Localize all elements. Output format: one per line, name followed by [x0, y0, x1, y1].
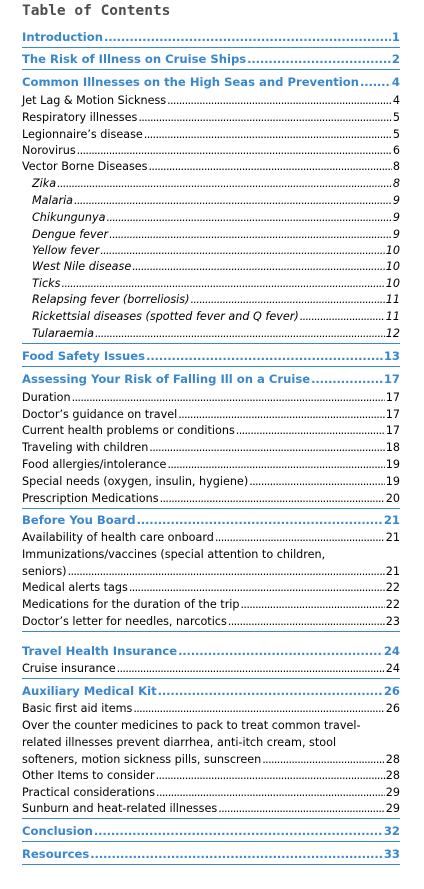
toc-entry-text-line: Immunizations/vaccines (special attention to children, [22, 548, 326, 561]
toc-entry-page-number: 4 [391, 75, 400, 89]
toc-entry-title: Doctor’s guidance on travel [22, 408, 178, 421]
toc-entry-food-allergies-intolerance[interactable] [22, 456, 400, 473]
toc-entry-title: Malaria [32, 194, 74, 207]
toc-entry-page-number: 18 [385, 441, 400, 454]
toc-entry-page-number: 22 [385, 598, 400, 611]
toc-entry-page-number: 13 [383, 349, 400, 363]
toc-entry-title: Legionnaire’s disease [22, 128, 143, 141]
toc-entry-page-number: 32 [383, 824, 400, 838]
toc-entry-page-number: 12 [385, 327, 400, 340]
toc-entry-title: Respiratory illnesses [22, 111, 138, 124]
toc-entry-assessing-your-risk-of-falling-ill-on-a-cruise[interactable] [22, 371, 400, 388]
toc-entry-page-number: 9 [392, 211, 400, 224]
toc-entry-vector-borne-diseases[interactable] [22, 158, 400, 175]
toc-entry-zika[interactable] [32, 175, 400, 192]
toc-entry-page-number: 2 [391, 52, 400, 66]
toc-entry-page-number: 29 [385, 786, 400, 799]
dot-leader [190, 291, 384, 308]
dot-leader [178, 643, 383, 660]
toc-entry-auxiliary-medical-kit[interactable] [22, 683, 400, 700]
section-divider [22, 343, 400, 344]
toc-entry-legionnaire-s-disease[interactable] [22, 126, 400, 143]
toc-entry-tularaemia[interactable] [32, 325, 400, 342]
toc-entry-traveling-with-children[interactable] [22, 439, 400, 456]
section-divider [22, 864, 400, 865]
toc-entry-page-number: 9 [392, 194, 400, 207]
dot-leader [138, 109, 392, 126]
toc-entry-title: Prescription Medications [22, 492, 159, 505]
toc-entry-title: Jet Lag & Motion Sickness [22, 94, 167, 107]
toc-entry-seniors[interactable] [22, 546, 400, 580]
dot-leader [156, 784, 385, 801]
toc-entry-page-number: 17 [383, 372, 400, 386]
dot-leader [167, 456, 384, 473]
toc-entry-introduction[interactable] [22, 29, 400, 46]
toc-entry-practical-considerations[interactable] [22, 784, 400, 801]
dot-leader [106, 209, 391, 226]
section-divider [22, 508, 400, 509]
toc-entry-page-number: 17 [385, 424, 400, 437]
dot-leader [156, 767, 385, 784]
toc-entry-title: Doctor’s letter for needles, narcotics [22, 615, 227, 628]
toc-entry-title: Assessing Your Risk of Falling Ill on a Cruise [22, 372, 311, 386]
dot-leader [132, 258, 385, 275]
toc-entry-page-number: 26 [383, 684, 400, 698]
toc-entry-title: Other Items to consider [22, 769, 155, 782]
dot-leader [247, 51, 391, 68]
toc-entry-page-number: 21 [385, 565, 400, 578]
toc-entry-page-number: 10 [385, 277, 400, 290]
page-title: Table of Contents [22, 3, 171, 19]
toc-entry-page-number: 17 [385, 391, 400, 404]
section-divider [22, 366, 400, 367]
toc-entry-current-health-problems-or-conditions[interactable] [22, 422, 400, 439]
toc-entry-malaria[interactable] [32, 192, 400, 209]
dot-leader [77, 142, 392, 159]
toc-entry-softeners-motion-sickness-pills-sunscreen[interactable] [22, 717, 400, 768]
toc-entry-page-number: 19 [385, 458, 400, 471]
dot-leader [241, 596, 385, 613]
toc-entry-the-risk-of-illness-on-cruise-ships[interactable] [22, 51, 400, 68]
toc-entry-page-number: 4 [392, 94, 400, 107]
dot-leader [74, 192, 392, 209]
dot-leader [228, 613, 385, 630]
dot-leader [160, 490, 385, 507]
toc-entry-resources[interactable] [22, 846, 400, 863]
toc-entry-food-safety-issues[interactable] [22, 348, 400, 365]
dot-leader [133, 700, 384, 717]
dot-leader [178, 406, 384, 423]
toc-entry-title: Medical alerts tags [22, 581, 128, 594]
dot-leader [104, 29, 391, 46]
toc-entry-title: Yellow fever [32, 244, 100, 257]
dot-leader [144, 126, 392, 143]
toc-entry-title: Food Safety Issues [22, 349, 146, 363]
toc-entry-sunburn-and-heat-related-illnesses[interactable] [22, 800, 400, 817]
toc-entry-page-number: 24 [385, 662, 400, 675]
toc-entry-rickettsial-diseases-spotted-fever-and-q-fever[interactable] [32, 308, 400, 325]
toc-entry-page-number: 10 [385, 260, 400, 273]
toc-entry-relapsing-fever-borreliosis[interactable] [32, 291, 400, 308]
dot-leader [68, 563, 385, 580]
toc-entry-west-nile-disease[interactable] [32, 258, 400, 275]
toc-entry-page-number: 24 [383, 644, 400, 658]
dot-leader [149, 158, 392, 175]
toc-entry-basic-first-aid-items[interactable] [22, 700, 400, 717]
dot-leader [146, 348, 383, 365]
toc-entry-before-you-board[interactable] [22, 512, 400, 529]
toc-entry-medical-alerts-tags[interactable] [22, 579, 400, 596]
toc-entry-page-number: 29 [385, 802, 400, 815]
toc-entry-page-number: 1 [391, 30, 400, 44]
toc-entry-title: Dengue fever [32, 228, 109, 241]
toc-entry-page-number: 22 [385, 581, 400, 594]
toc-entry-title: Special needs (oxygen, insulin, hygiene) [22, 475, 249, 488]
dot-leader [158, 683, 383, 700]
toc-entry-page-number: 5 [392, 111, 400, 124]
toc-entry-title: Duration [22, 391, 71, 404]
dot-leader [109, 226, 392, 243]
toc-entry-title: Before You Board [22, 513, 136, 527]
dot-leader [137, 512, 383, 529]
dot-leader [215, 529, 385, 546]
toc-entry-availability-of-health-care-onboard[interactable] [22, 529, 400, 546]
toc-entry-title: Common Illnesses on the High Seas and Prevention [22, 75, 359, 89]
dot-leader [90, 846, 383, 863]
toc-entry-title: Sunburn and heat-related illnesses [22, 802, 218, 815]
section-divider [22, 818, 400, 819]
toc-entry-page-number: 28 [385, 753, 400, 766]
toc-entry-page-number: 8 [392, 177, 400, 190]
section-divider [22, 47, 400, 48]
toc-entry-special-needs-oxygen-insulin-hygiene[interactable] [22, 473, 400, 490]
toc-entry-respiratory-illnesses[interactable] [22, 109, 400, 126]
section-divider [22, 631, 400, 632]
dot-leader [360, 74, 391, 91]
dot-leader [72, 389, 385, 406]
toc-entry-yellow-fever[interactable] [32, 242, 400, 259]
toc-entry-page-number: 19 [385, 475, 400, 488]
toc-entry-page-number: 23 [385, 615, 400, 628]
toc-entry-title: Traveling with children [22, 441, 149, 454]
toc-entry-page-number: 20 [385, 492, 400, 505]
toc-entry-page-number: 5 [392, 128, 400, 141]
toc-entry-title: softeners, motion sickness pills, sunscreen [22, 753, 262, 766]
toc-entry-text-line: related illnesses prevent diarrhea, anti-itch cream, stool [22, 736, 337, 749]
toc-entry-travel-health-insurance[interactable] [22, 643, 400, 660]
toc-entry-page-number: 21 [385, 531, 400, 544]
toc-entry-title: Norovirus [22, 144, 76, 157]
dot-leader [300, 308, 385, 325]
toc-entry-page-number: 21 [383, 513, 400, 527]
toc-entry-title: Relapsing fever (borreliosis) [32, 293, 190, 306]
toc-entry-ticks[interactable] [32, 275, 400, 292]
toc-entry-title: Tularaemia [32, 327, 94, 340]
toc-entry-title: Rickettsial diseases (spotted fever and Q fever) [32, 310, 299, 323]
dot-leader [129, 579, 385, 596]
toc-entry-medications-for-the-duration-of-the-trip[interactable] [22, 596, 400, 613]
toc-entry-doctor-s-letter-for-needles-narcotics[interactable] [22, 613, 400, 630]
toc-entry-duration[interactable] [22, 389, 400, 406]
toc-entry-page-number: 28 [385, 769, 400, 782]
toc-entry-title: Zika [32, 177, 57, 190]
dot-leader [311, 371, 383, 388]
toc-entry-page-number: 17 [385, 408, 400, 421]
dot-leader [95, 325, 385, 342]
dot-leader [236, 422, 385, 439]
toc-entry-title: West Nile disease [32, 260, 132, 273]
toc-entry-text-line: Over the counter medicines to pack to treat common travel- [22, 719, 361, 732]
toc-entry-title: Auxiliary Medical Kit [22, 684, 157, 698]
dot-leader [262, 751, 385, 768]
dot-leader [100, 242, 385, 259]
toc-entry-norovirus[interactable] [22, 142, 400, 159]
dot-leader [117, 660, 385, 677]
toc-entry-title: The Risk of Illness on Cruise Ships [22, 52, 247, 66]
section-divider [22, 678, 400, 679]
toc-entry-title: Current health problems or conditions [22, 424, 235, 437]
toc-entry-doctor-s-guidance-on-travel[interactable] [22, 406, 400, 423]
toc-entry-dengue-fever[interactable] [32, 226, 400, 243]
dot-leader [94, 823, 383, 840]
toc-entry-title: Vector Borne Diseases [22, 160, 148, 173]
toc-entry-page-number: 8 [392, 160, 400, 173]
toc-entry-title: Travel Health Insurance [22, 644, 178, 658]
toc-entry-title: Food allergies/intolerance [22, 458, 167, 471]
dot-leader [249, 473, 385, 490]
toc-entry-page-number: 10 [385, 244, 400, 257]
toc-entry-title: Practical considerations [22, 786, 156, 799]
toc-entry-title: Availability of health care onboard [22, 531, 214, 544]
toc-entry-title: Medications for the duration of the trip [22, 598, 240, 611]
toc-entry-page-number: 9 [392, 228, 400, 241]
toc-entry-title: Resources [22, 847, 90, 861]
toc-entry-page-number: 26 [385, 702, 400, 715]
dot-leader [57, 175, 392, 192]
dot-leader [61, 275, 384, 292]
toc-entry-title: Chikungunya [32, 211, 106, 224]
toc-entry-title: Basic first aid items [22, 702, 133, 715]
toc-entry-jet-lag-motion-sickness[interactable] [22, 92, 400, 109]
toc-entry-title: Introduction [22, 30, 103, 44]
section-divider [22, 841, 400, 842]
dot-leader [149, 439, 384, 456]
toc-entry-title: Ticks [32, 277, 61, 290]
toc-entry-prescription-medications[interactable] [22, 490, 400, 507]
toc-entry-title: seniors) [22, 565, 67, 578]
toc-entry-cruise-insurance[interactable] [22, 660, 400, 677]
toc-entry-page-number: 33 [383, 847, 400, 861]
toc-entry-page-number: 11 [385, 293, 400, 306]
toc-entry-conclusion[interactable] [22, 823, 400, 840]
dot-leader [218, 800, 385, 817]
toc-entry-common-illnesses-on-the-high-seas-and-prevention[interactable] [22, 74, 400, 91]
dot-leader [167, 92, 392, 109]
toc-entry-page-number: 6 [392, 144, 400, 157]
section-divider [22, 69, 400, 70]
toc-entry-title: Cruise insurance [22, 662, 116, 675]
toc-entry-title: Conclusion [22, 824, 93, 838]
toc-entry-chikungunya[interactable] [32, 209, 400, 226]
toc-entry-other-items-to-consider[interactable] [22, 767, 400, 784]
toc-entry-page-number: 11 [385, 310, 400, 323]
